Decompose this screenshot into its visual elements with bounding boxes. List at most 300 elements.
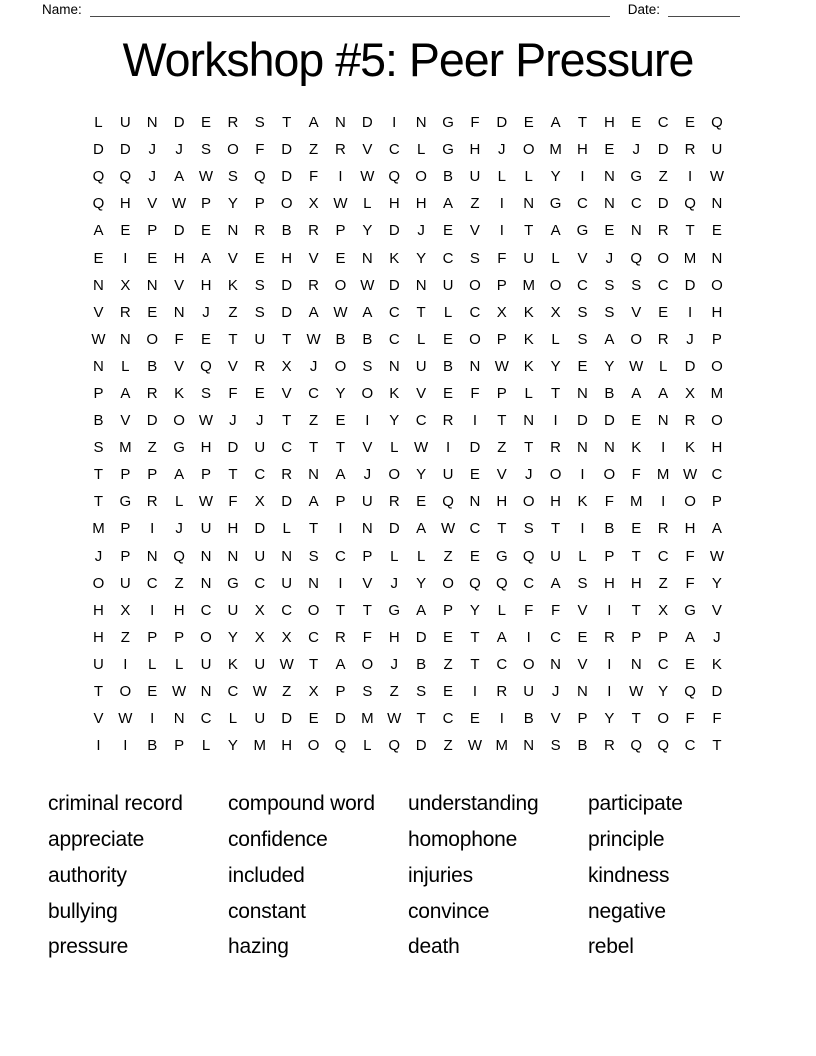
grid-letter: E [254,249,265,267]
word-item: included [228,863,305,887]
grid-letter: Q [92,195,105,213]
grid-letter: G [119,493,132,511]
grid-letter: E [685,114,696,132]
grid-letter: X [658,601,669,619]
word-list-column [48,786,228,965]
grid-letter: B [443,168,454,186]
grid-letter: C [684,737,696,755]
grid-letter: W [440,520,456,538]
grid-letter: R [281,466,293,484]
grid-letter: S [631,276,642,294]
grid-letter: A [174,168,185,186]
grid-letter: Q [522,547,535,565]
grid-letter: O [200,628,212,646]
grid-row [85,434,731,461]
grid-letter: P [120,466,131,484]
grid-letter: O [469,276,481,294]
grid-letter: U [119,114,131,132]
grid-letter: V [227,249,238,267]
word-item: rebel [588,935,634,959]
grid-row [85,488,731,515]
word-item: authority [48,863,127,887]
grid-letter: W [172,195,187,213]
grid-letter: F [470,384,480,402]
grid-letter: P [174,628,185,646]
grid-letter: I [365,412,370,430]
grid-letter: L [174,493,184,511]
grid-letter: H [173,601,185,619]
grid-letter: S [254,276,265,294]
grid-row [85,353,731,380]
grid-letter: C [200,601,212,619]
grid-letter: O [630,330,643,348]
grid-letter: T [470,655,480,673]
grid-letter: H [630,574,642,592]
grid-letter: Y [604,710,615,728]
grid-letter: C [254,466,266,484]
grid-letter: T [93,466,104,484]
grid-letter: C [657,114,669,132]
grid-letter: F [685,574,695,592]
grid-letter: Q [334,737,347,755]
grid-letter: P [658,628,669,646]
word-item: convince [408,899,490,923]
grid-letter: Y [227,195,238,213]
grid-letter: D [281,710,293,728]
grid-letter: K [174,384,185,402]
grid-letter: F [255,141,265,159]
grid-letter: R [657,520,669,538]
grid-letter: L [363,195,372,213]
grid-letter: A [604,330,615,348]
grid-row [85,651,731,678]
grid-letter: E [631,114,642,132]
grid-letter: J [363,466,372,484]
grid-letter: D [496,114,508,132]
grid-letter: W [333,303,348,321]
grid-letter: K [389,249,400,267]
grid-letter: Y [416,574,427,592]
grid-letter: K [227,276,238,294]
grid-letter: F [174,330,184,348]
grid-letter: J [309,357,318,375]
grid-letter: S [254,303,265,321]
grid-letter: E [443,628,454,646]
grid-letter: I [687,168,693,186]
grid-letter: Y [362,222,373,240]
grid-letter: W [118,710,133,728]
grid-row [85,217,731,244]
grid-letter: O [307,737,320,755]
grid-letter: O [361,384,374,402]
grid-letter: J [551,683,560,701]
word-search-grid [85,109,731,759]
grid-letter: D [684,276,696,294]
grid-letter: U [119,574,131,592]
grid-letter: P [631,628,642,646]
grid-letter: S [577,330,588,348]
grid-row [85,109,731,136]
grid-letter: N [200,574,212,592]
grid-letter: Z [308,412,319,430]
grid-letter: M [253,737,267,755]
grid-letter: Q [630,737,643,755]
grid-row [85,244,731,271]
grid-letter: R [308,222,319,240]
grid-letter: Y [550,357,561,375]
grid-letter: N [469,493,481,511]
grid-letter: E [147,683,158,701]
grid-letter: H [684,520,696,538]
grid-letter: R [254,222,266,240]
grid-letter: T [551,520,561,538]
grid-letter: H [496,493,508,511]
grid-letter: S [362,357,373,375]
grid-letter: B [93,412,104,430]
grid-letter: Z [443,547,453,565]
grid-letter: C [308,628,319,646]
word-item: constant [228,899,306,923]
grid-letter: O [415,168,427,186]
grid-letter: D [415,628,427,646]
grid-letter: S [604,276,615,294]
grid-letter: M [119,439,132,457]
grid-letter: N [388,357,400,375]
grid-letter: C [146,574,158,592]
grid-letter: Z [443,655,453,673]
word-item: compound word [228,792,375,816]
grid-letter: Y [469,601,480,619]
grid-letter: O [92,574,105,592]
grid-letter: D [388,222,400,240]
grid-letter: E [308,710,319,728]
grid-row [85,678,731,705]
grid-letter: U [254,439,266,457]
grid-letter: I [472,412,477,430]
grid-letter: D [254,520,266,538]
grid-letter: O [307,601,320,619]
grid-letter: N [200,547,212,565]
grid-letter: O [549,276,562,294]
grid-letter: D [146,412,158,430]
grid-letter: V [577,249,588,267]
grid-letter: G [388,601,401,619]
grid-letter: L [416,547,426,565]
grid-letter: S [416,683,427,701]
grid-letter: V [147,195,158,213]
grid-letter: I [499,710,504,728]
grid-row [85,326,731,353]
grid-letter: I [472,683,477,701]
grid-letter: A [416,520,427,538]
grid-letter: F [631,466,641,484]
grid-letter: D [388,276,400,294]
grid-letter: I [123,655,128,673]
grid-letter: L [390,439,399,457]
grid-letter: E [523,114,534,132]
grid-letter: W [709,168,725,186]
grid-letter: A [335,655,346,673]
grid-letter: C [388,303,400,321]
grid-letter: F [497,249,507,267]
word-item: homophone [408,828,518,852]
grid-row [85,299,731,326]
grid-letter: V [496,466,507,484]
grid-letter: V [550,710,561,728]
grid-letter: Y [227,737,238,755]
word-item: injuries [408,863,473,887]
grid-letter: R [119,303,131,321]
grid-letter: P [496,384,507,402]
grid-letter: H [200,439,212,457]
grid-letter: O [684,493,696,511]
grid-letter: U [415,357,427,375]
name-blank-line [90,4,610,17]
grid-letter: U [711,141,723,159]
grid-letter: Z [282,683,292,701]
grid-letter: O [119,683,132,701]
grid-letter: P [147,628,158,646]
grid-letter: E [147,303,158,321]
grid-letter: G [576,222,589,240]
grid-letter: T [551,384,561,402]
grid-letter: J [229,412,237,430]
grid-letter: E [604,141,615,159]
grid-letter: C [496,655,508,673]
grid-letter: W [91,330,106,348]
grid-row [85,272,731,299]
grid-letter: H [415,195,427,213]
grid-letter: T [228,466,238,484]
grid-letter: Q [684,683,696,701]
grid-letter: O [173,412,185,430]
grid-letter: W [172,683,187,701]
grid-letter: Q [388,168,401,186]
grid-letter: E [147,249,158,267]
grid-letter: B [335,330,346,348]
grid-letter: N [711,249,723,267]
grid-letter: J [390,574,398,592]
grid-letter: C [254,574,266,592]
grid-row [85,163,731,190]
grid-letter: X [254,493,265,511]
grid-letter: N [415,276,427,294]
grid-letter: E [93,249,104,267]
grid-letter: N [523,737,535,755]
grid-letter: B [147,357,158,375]
grid-letter: D [657,195,669,213]
grid-letter: E [711,222,722,240]
grid-letter: R [550,439,561,457]
grid-letter: D [281,276,293,294]
grid-letter: O [711,276,723,294]
grid-letter: L [363,737,372,755]
grid-letter: L [416,330,426,348]
grid-letter: V [711,601,722,619]
grid-letter: R [657,222,669,240]
grid-letter: I [607,601,612,619]
grid-letter: Z [658,574,668,592]
grid-letter: R [684,141,696,159]
grid-letter: I [338,574,343,592]
grid-letter: N [335,114,346,132]
grid-letter: N [577,683,588,701]
grid-letter: V [469,222,480,240]
grid-letter: Q [173,547,185,565]
grid-letter: P [362,547,373,565]
grid-letter: X [550,303,561,321]
grid-letter: N [146,114,158,132]
grid-letter: H [173,249,185,267]
grid-letter: O [442,574,454,592]
grid-letter: V [93,710,104,728]
grid-letter: N [308,574,319,592]
grid-letter: I [96,737,101,755]
grid-letter: R [603,628,615,646]
grid-letter: C [415,412,427,430]
word-item: pressure [48,935,129,959]
grid-letter: I [499,195,504,213]
grid-letter: N [603,195,615,213]
grid-letter: L [524,384,533,402]
grid-letter: R [254,357,266,375]
grid-letter: H [93,628,104,646]
grid-letter: T [712,737,722,755]
grid-letter: E [201,222,212,240]
name-label: Name: [42,2,82,17]
grid-letter: C [335,547,346,565]
grid-letter: V [362,439,373,457]
grid-letter: D [93,141,104,159]
grid-letter: A [631,384,642,402]
grid-letter: E [577,628,588,646]
grid-letter: D [281,303,293,321]
grid-letter: N [173,303,185,321]
grid-letter: A [120,384,131,402]
grid-letter: D [173,114,185,132]
grid-letter: A [496,628,507,646]
grid-letter: E [443,683,454,701]
grid-letter: F [470,114,480,132]
word-list-column [408,786,588,965]
grid-letter: C [281,439,293,457]
grid-letter: N [227,222,239,240]
grid-letter: O [334,276,347,294]
grid-letter: P [335,493,346,511]
grid-letter: N [603,439,615,457]
grid-letter: K [523,303,534,321]
grid-letter: K [711,655,722,673]
grid-letter: X [496,303,507,321]
grid-letter: N [361,249,373,267]
grid-letter: Y [658,683,669,701]
grid-letter: E [469,710,480,728]
grid-letter: T [282,114,292,132]
grid-letter: C [442,249,454,267]
grid-letter: A [308,493,319,511]
grid-letter: U [550,547,561,565]
grid-letter: J [632,141,640,159]
grid-letter: U [93,655,104,673]
grid-letter: T [228,330,238,348]
grid-letter: W [252,683,267,701]
grid-letter: G [442,141,454,159]
date-blank-line [668,4,740,17]
grid-letter: X [308,195,319,213]
grid-letter: N [93,357,104,375]
grid-letter: V [362,574,373,592]
grid-letter: C [388,141,400,159]
grid-letter: S [201,384,212,402]
grid-letter: P [335,222,346,240]
grid-letter: P [496,276,507,294]
grid-letter: O [334,357,347,375]
grid-letter: P [120,547,131,565]
grid-letter: D [281,141,293,159]
grid-letter: D [281,168,293,186]
grid-row [85,597,731,624]
grid-letter: U [469,168,481,186]
grid-letter: W [387,710,402,728]
grid-letter: H [281,249,293,267]
grid-letter: S [469,249,480,267]
grid-letter: O [146,330,159,348]
grid-letter: J [498,141,506,159]
grid-letter: Y [550,168,561,186]
grid-letter: K [389,384,400,402]
grid-letter: T [362,601,372,619]
grid-letter: A [308,114,319,132]
grid-row [85,136,731,163]
grid-letter: A [416,601,427,619]
grid-letter: U [442,276,454,294]
grid-letter: U [227,601,239,619]
grid-letter: R [308,276,319,294]
grid-letter: V [362,141,373,159]
grid-letter: I [526,628,531,646]
grid-letter: T [308,439,319,457]
grid-row [85,624,731,651]
grid-letter: E [201,114,212,132]
grid-letter: X [120,601,131,619]
grid-letter: H [711,303,723,321]
grid-letter: R [146,384,158,402]
grid-letter: Z [389,683,399,701]
grid-letter: F [308,168,319,186]
grid-letter: S [550,737,561,755]
word-item: kindness [588,863,670,887]
grid-letter: A [93,222,104,240]
grid-letter: P [147,466,158,484]
grid-letter: I [687,303,693,321]
grid-letter: D [711,683,723,701]
grid-letter: W [360,276,375,294]
grid-letter: S [201,141,212,159]
grid-letter: Z [308,141,319,159]
grid-letter: X [281,628,292,646]
grid-letter: T [631,547,641,565]
grid-letter: W [629,683,644,701]
grid-letter: D [173,222,185,240]
grid-letter: T [282,412,292,430]
grid-letter: C [200,710,212,728]
grid-letter: Y [389,412,400,430]
grid-letter: H [603,114,615,132]
grid-letter: I [499,222,504,240]
grid-letter: C [227,683,239,701]
grid-letter: Y [416,466,427,484]
grid-letter: D [684,357,696,375]
